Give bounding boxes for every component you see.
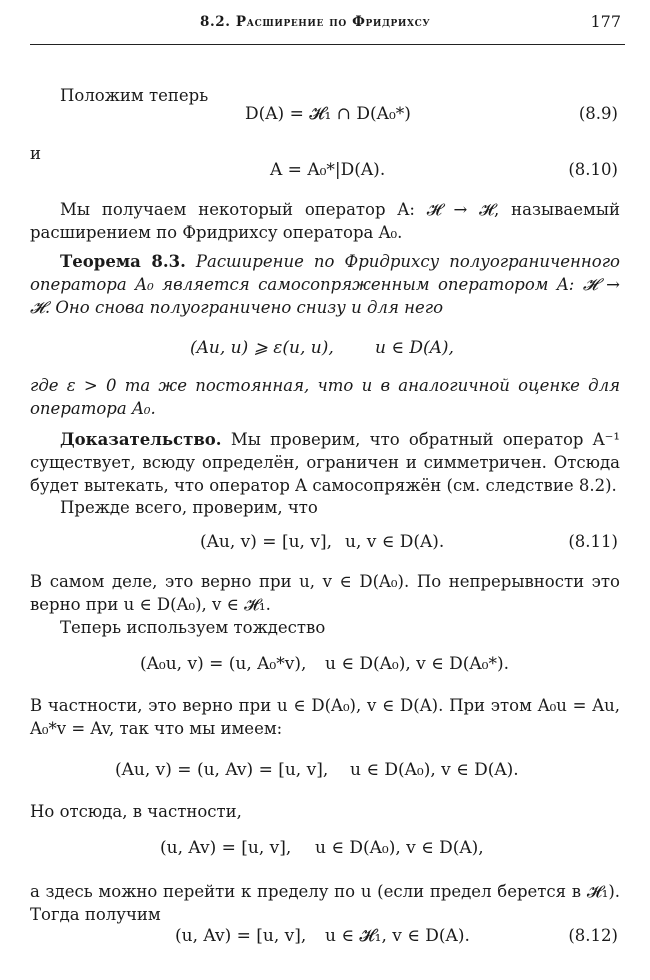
header-title: 8.2. Расширение по Фридрихсу xyxy=(200,14,431,30)
hence-formula: (u, Av) = [u, v], xyxy=(160,838,292,858)
theorem-estimate-formula: (Au, u) ⩾ ε(u, u), xyxy=(190,338,334,358)
identity-formula: (A₀u, v) = (u, A₀*v), xyxy=(140,654,307,674)
equation-bilinear xyxy=(30,760,620,786)
equation-8-9-number: (8.9) xyxy=(578,104,618,123)
paragraph-hence: Но отсюда, в частности, xyxy=(30,802,242,821)
paragraph-continuity: В самом деле, это верно при u, v ∈ D(A₀). По непрерывности это верно при u ∈ D(A₀), v ∈ 𝓗₁. xyxy=(30,572,620,614)
equation-8-9 xyxy=(30,104,620,130)
conjunction-and: и xyxy=(30,144,41,163)
equation-8-10-number: (8.10) xyxy=(568,160,618,179)
identity-condition: u ∈ D(A₀), v ∈ D(A₀*). xyxy=(325,654,510,674)
proof-label: Доказательство. xyxy=(60,430,222,449)
equation-8-11-formula: (Au, v) = [u, v], xyxy=(200,532,332,552)
bilinear-formula: (Au, v) = (u, Av) = [u, v], xyxy=(115,760,329,780)
hence-condition: u ∈ D(A₀), v ∈ D(A), xyxy=(315,838,484,858)
running-header xyxy=(30,0,625,45)
equation-8-10 xyxy=(30,160,620,186)
equation-8-12 xyxy=(30,926,620,952)
equation-identity xyxy=(30,654,620,680)
equation-8-11 xyxy=(30,532,620,558)
paragraph-identity-intro: Теперь используем тождество xyxy=(60,618,326,637)
equation-8-12-formula: (u, Av) = [u, v], xyxy=(175,926,307,946)
equation-8-11-condition: u, v ∈ D(A). xyxy=(345,532,445,552)
paragraph-in-particular: В частности, это верно при u ∈ D(A₀), v ∈ D(A). При этом A₀u = Au, A₀*v = Av, так что мы имеем: xyxy=(30,696,620,738)
equation-8-11-number: (8.11) xyxy=(568,532,618,551)
paragraph-intro: Положим теперь xyxy=(60,86,209,105)
equation-8-12-condition: u ∈ 𝓗₁, v ∈ D(A). xyxy=(325,926,470,946)
proof-paragraph xyxy=(30,428,620,497)
equation-8-9-formula: D(A) = 𝓗₁ ∩ D(A₀*) xyxy=(245,104,411,124)
theorem-8-3 xyxy=(30,250,620,319)
theorem-label: Теорема 8.3. xyxy=(60,252,186,271)
paragraph-friedrichs-def: Мы получаем некоторый оператор A: 𝓗 → 𝓗, называемый расширением по Фридрихсу оператора A₀. xyxy=(30,200,620,242)
equation-theorem-estimate xyxy=(30,338,620,364)
equation-8-10-formula: A = A₀*|D(A). xyxy=(270,160,386,180)
paragraph-first-check: Прежде всего, проверим, что xyxy=(60,498,318,517)
theorem-estimate-condition: u ∈ D(A), xyxy=(375,338,454,358)
bilinear-condition: u ∈ D(A₀), v ∈ D(A). xyxy=(350,760,519,780)
page-number: 177 xyxy=(590,12,621,31)
paragraph-limit: а здесь можно перейти к пределу по u (если предел берется в 𝓗₁). Тогда получим xyxy=(30,882,620,924)
equation-hence xyxy=(30,838,620,864)
theorem-text: Расширение по Фридрихсу полуограниченного оператора A₀ является самосопряженным оператором A: 𝓗 → 𝓗. Оно снова полуограничено снизу и для него xyxy=(30,252,620,317)
equation-8-12-number: (8.12) xyxy=(568,926,618,945)
theorem-tail: где ε > 0 та же постоянная, что и в аналогичной оценке для оператора A₀. xyxy=(30,376,620,418)
proof-text: Мы проверим, что обратный оператор A⁻¹ существует, всюду определён, ограничен и симметричен. Отсюда будет вытекать, что оператор A самосопряжён (см. следствие 8.2). xyxy=(30,430,621,495)
